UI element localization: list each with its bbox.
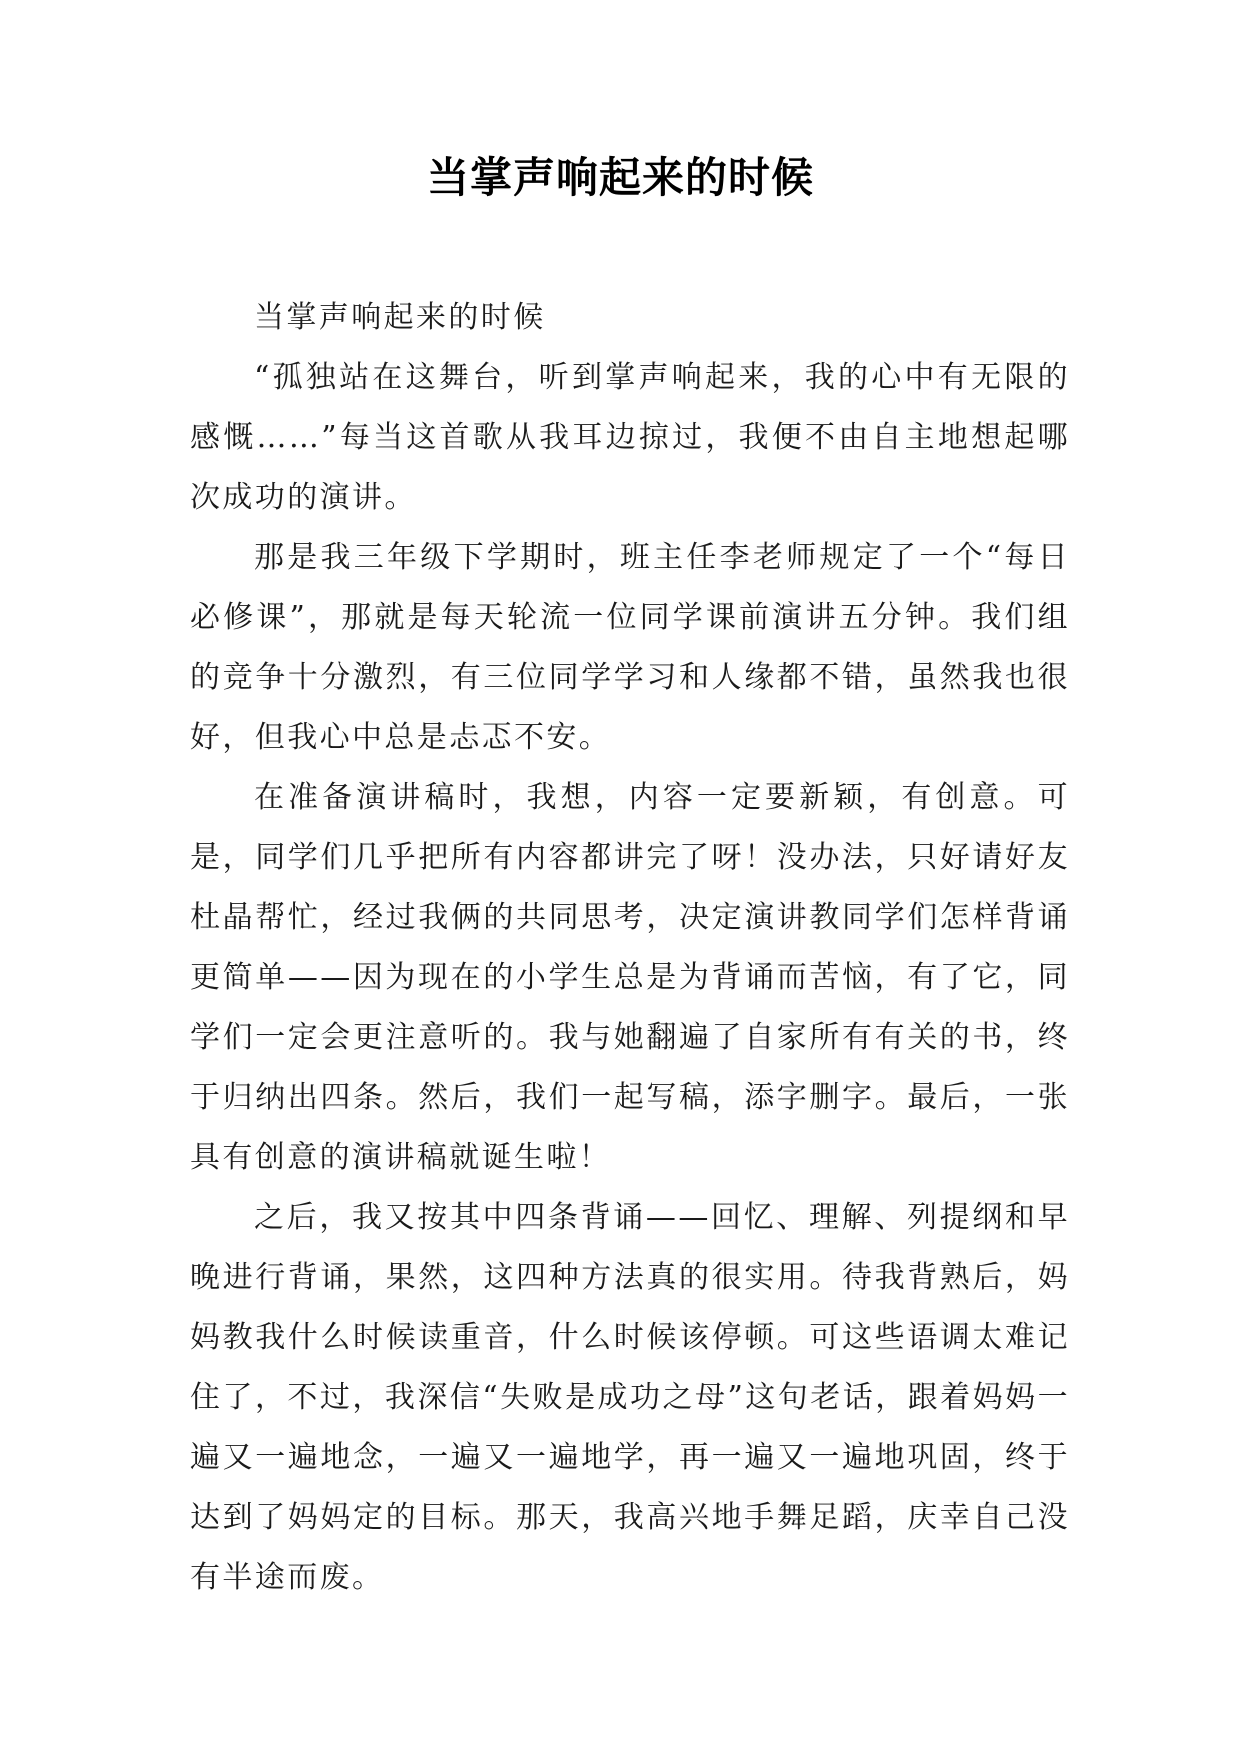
paragraph: 在准备演讲稿时，我想，内容一定要新颖，有创意。可是，同学们几乎把所有内容都讲完了呀！没办法，只好请好友杜晶帮忙，经过我俩的共同思考，决定演讲教同学们怎样背诵更简单——因为现在的小学生总是为背诵而苦恼，有了它，同学们一定会更注意听的。我与她翻遍了自家所有有关的书，终于归纳出四条。然后，我们一起写稿，添字删字。最后，一张具有创意的演讲稿就诞生啦！ bbox=[190, 780, 1070, 1175]
paragraph: 之后，我又按其中四条背诵——回忆、理解、列提纲和早晚进行背诵，果然，这四种方法真的很实用。待我背熟后，妈妈教我什么时候读重音，什么时候该停顿。可这些语调太难记住了，不过，我深信“失败是成功之母”这句老话，跟着妈妈一遍又一遍地念，一遍又一遍地学，再一遍又一遍地巩固，终于达到了妈妈定的目标。那天，我高兴地手舞足蹈，庆幸自己没有半途而废。 bbox=[190, 1200, 1070, 1595]
paragraph: “孤独站在这舞台，听到掌声响起来，我的心中有无限的感慨……”每当这首歌从我耳边掠过，我便不由自主地想起哪次成功的演讲。 bbox=[190, 360, 1070, 515]
document-title: 当掌声响起来的时候 bbox=[426, 153, 814, 202]
document-body bbox=[190, 288, 1070, 1608]
paragraph-heading: 当掌声响起来的时候 bbox=[254, 300, 546, 335]
paragraph: 那是我三年级下学期时，班主任李老师规定了一个“每日必修课”，那就是每天轮流一位同学课前演讲五分钟。我们组的竞争十分激烈，有三位同学学习和人缘都不错，虽然我也很好，但我心中总是忐忑不安。 bbox=[190, 540, 1070, 755]
